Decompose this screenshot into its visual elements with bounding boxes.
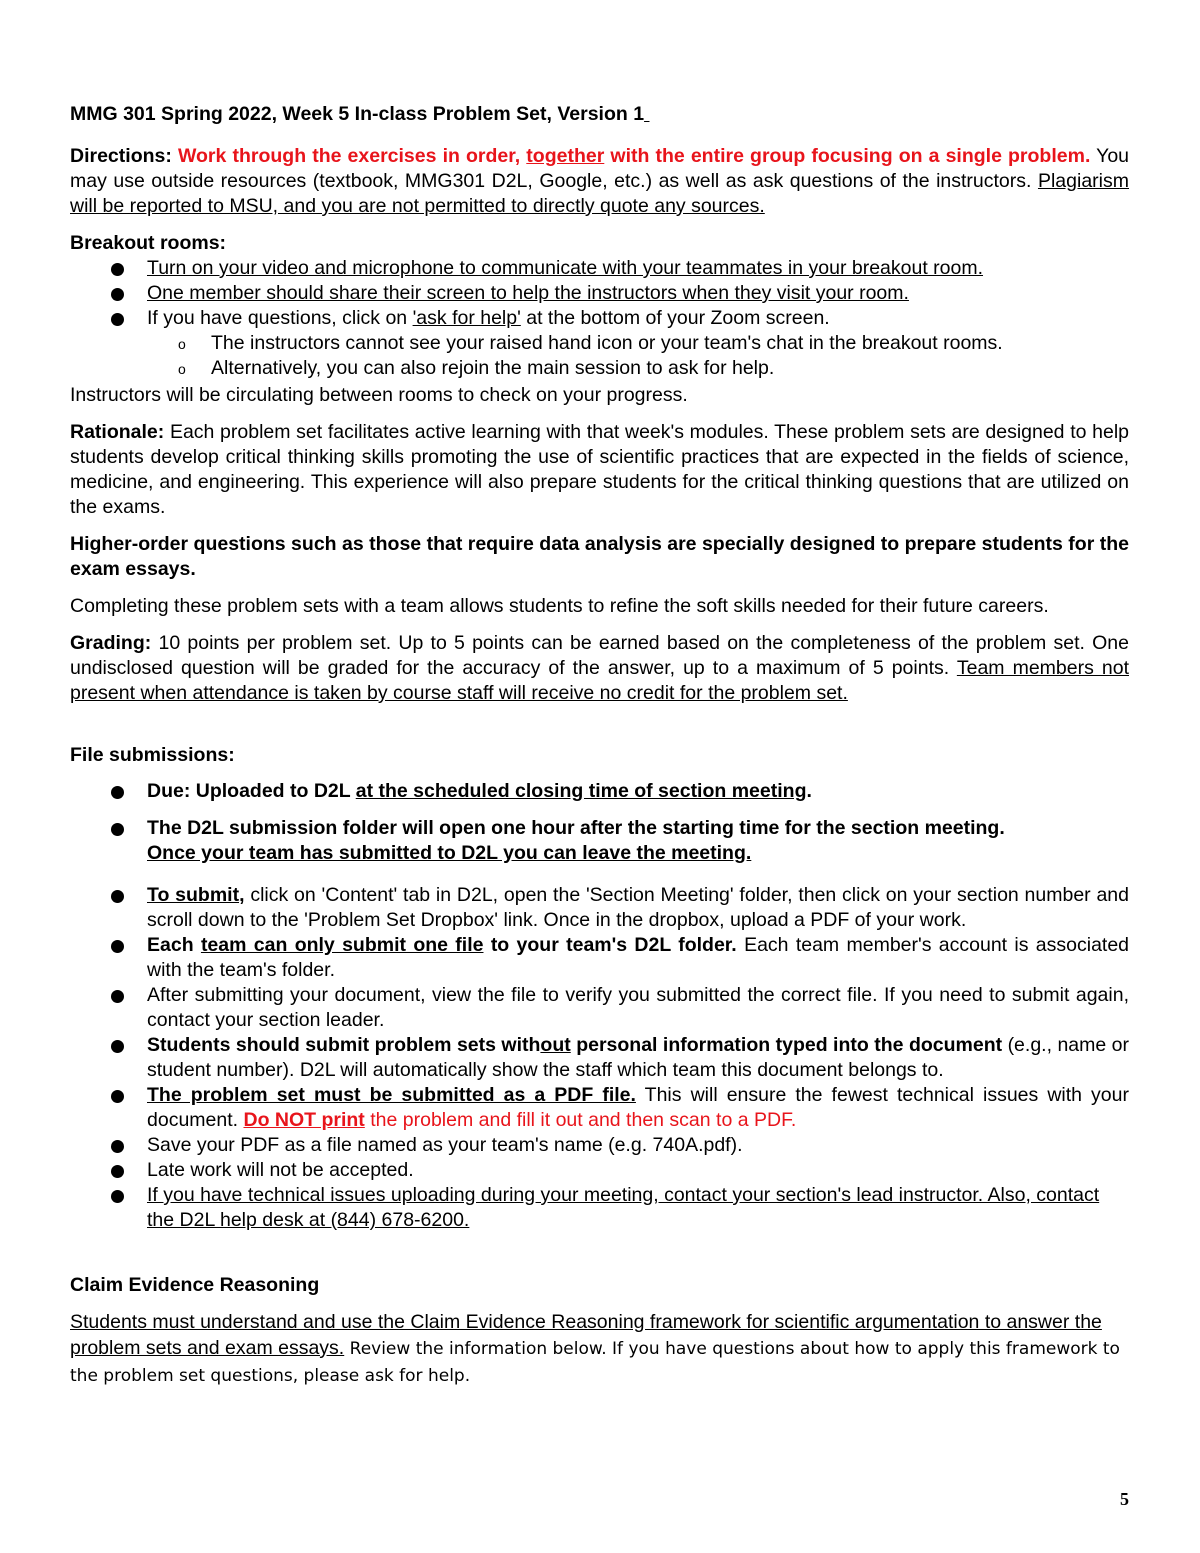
breakout-heading: Breakout rooms: [70,232,227,254]
file-submissions-list [70,779,1129,1233]
document-page [70,100,1129,1389]
list-item: o The instructors cannot see your raised hand icon or your team's chat in the breakout rooms. [70,331,1129,356]
breakout-footer: Instructors will be circulating between rooms to check on your progress. [70,384,688,406]
list-item: Turn on your video and microphone to communicate with your teammates in your breakout room. [70,256,1129,281]
list-item: Students should submit problem sets without personal information typed into the document (e.g., name or student number). D2L will automatically show the staff which team this document belongs to. [70,1033,1129,1083]
higher-order-paragraph: Higher-order questions such as those that require data analysis are specially designed to prepare students for the exam essays. [70,533,1129,580]
list-item: If you have questions, click on 'ask for help' at the bottom of your Zoom screen. [70,306,1129,331]
breakout-list [70,256,1129,331]
rationale-paragraph: Rationale: Each problem set facilitates active learning with that week's modules. These problem sets are designed to help students develop critical thinking skills promoting the use of scientific practices that are expected in the fields of science, medicine, and engineering. This experience will also prepare students for the critical thinking questions that are utilized on the exams. [70,421,1129,518]
directions-red-2: with the entire group focusing on a single problem. [610,145,1091,167]
file-submissions-heading: File submissions: [70,744,235,766]
directions-label: Directions: [70,145,172,167]
page-title: MMG 301 Spring 2022, Week 5 In-class Problem Set, Version 1 [70,103,645,125]
directions-red-1: Work through the exercises in order, [177,145,521,167]
completing-paragraph: Completing these problem sets with a team allows students to refine the soft skills needed for their future careers. [70,595,1049,617]
grading-paragraph: Grading: 10 points per problem set. Up to 5 points can be earned based on the completeness of the problem set. One undisclosed question will be graded for the accuracy of the answer, up to a maximum of 5 points. Team members not present when attendance is taken by course staff will receive no credit for the problem set. [70,632,1129,704]
page-number: 5 [1120,1489,1129,1509]
directions-together: together [526,145,605,167]
ask-for-help-link: 'ask for help' [412,307,521,329]
cer-paragraph: Students must understand and use the Claim Evidence Reasoning framework for scientific argumentation to answer the problem sets and exam essays. Review the information below. If you have questions about how to apply this framework to the problem set questions, please ask for help. [70,1311,1120,1386]
cer-heading: Claim Evidence Reasoning [70,1274,320,1296]
breakout-sublist [70,331,1129,381]
grading-label: Grading: [70,632,152,654]
list-item: The D2L submission folder will open one hour after the starting time for the section meeting. Once your team has submitted to D2L you can leave the meeting. [70,816,1129,866]
list-item: Each team can only submit one file to your team's D2L folder. Each team member's account is associated with the team's folder. [70,933,1129,983]
list-item: To submit, click on 'Content' tab in D2L, open the 'Section Meeting' folder, then click on your section number and scroll down to the 'Problem Set Dropbox' link. Once in the dropbox, upload a PDF of your work. [70,883,1129,933]
list-item: One member should share their screen to help the instructors when they visit your room. [70,281,1129,306]
attendance-note: Team members not present when attendance is taken by course staff will receive no credit for the problem set. [70,657,1129,704]
list-item: Save your PDF as a file named as your team's name (e.g. 740A.pdf). [70,1133,1129,1158]
plagiarism-note: Plagiarism will be reported to MSU, and you are not permitted to directly quote any sources. [70,170,1129,217]
directions-text: You may use outside resources (textbook, MMG301 D2L, Google, etc.) as well as ask questions of the instructors. [70,145,1130,192]
list-item: Late work will not be accepted. [70,1158,1129,1183]
list-item: After submitting your document, view the file to verify you submitted the correct file. If you need to submit again, contact your section leader. [70,983,1129,1033]
list-item: The problem set must be submitted as a PDF file. This will ensure the fewest technical issues with your document. Do NOT print the problem and fill it out and then scan to a PDF. [70,1083,1129,1133]
directions-paragraph [70,144,1129,219]
list-item: Due: Uploaded to D2L at the scheduled closing time of section meeting. [70,779,1129,804]
list-item: If you have technical issues uploading during your meeting, contact your section's lead instructor. Also, contact the D2L help desk at (844) 678-6200. [70,1183,1129,1233]
list-item: o Alternatively, you can also rejoin the main session to ask for help. [70,356,1129,381]
rationale-label: Rationale: [70,421,165,443]
